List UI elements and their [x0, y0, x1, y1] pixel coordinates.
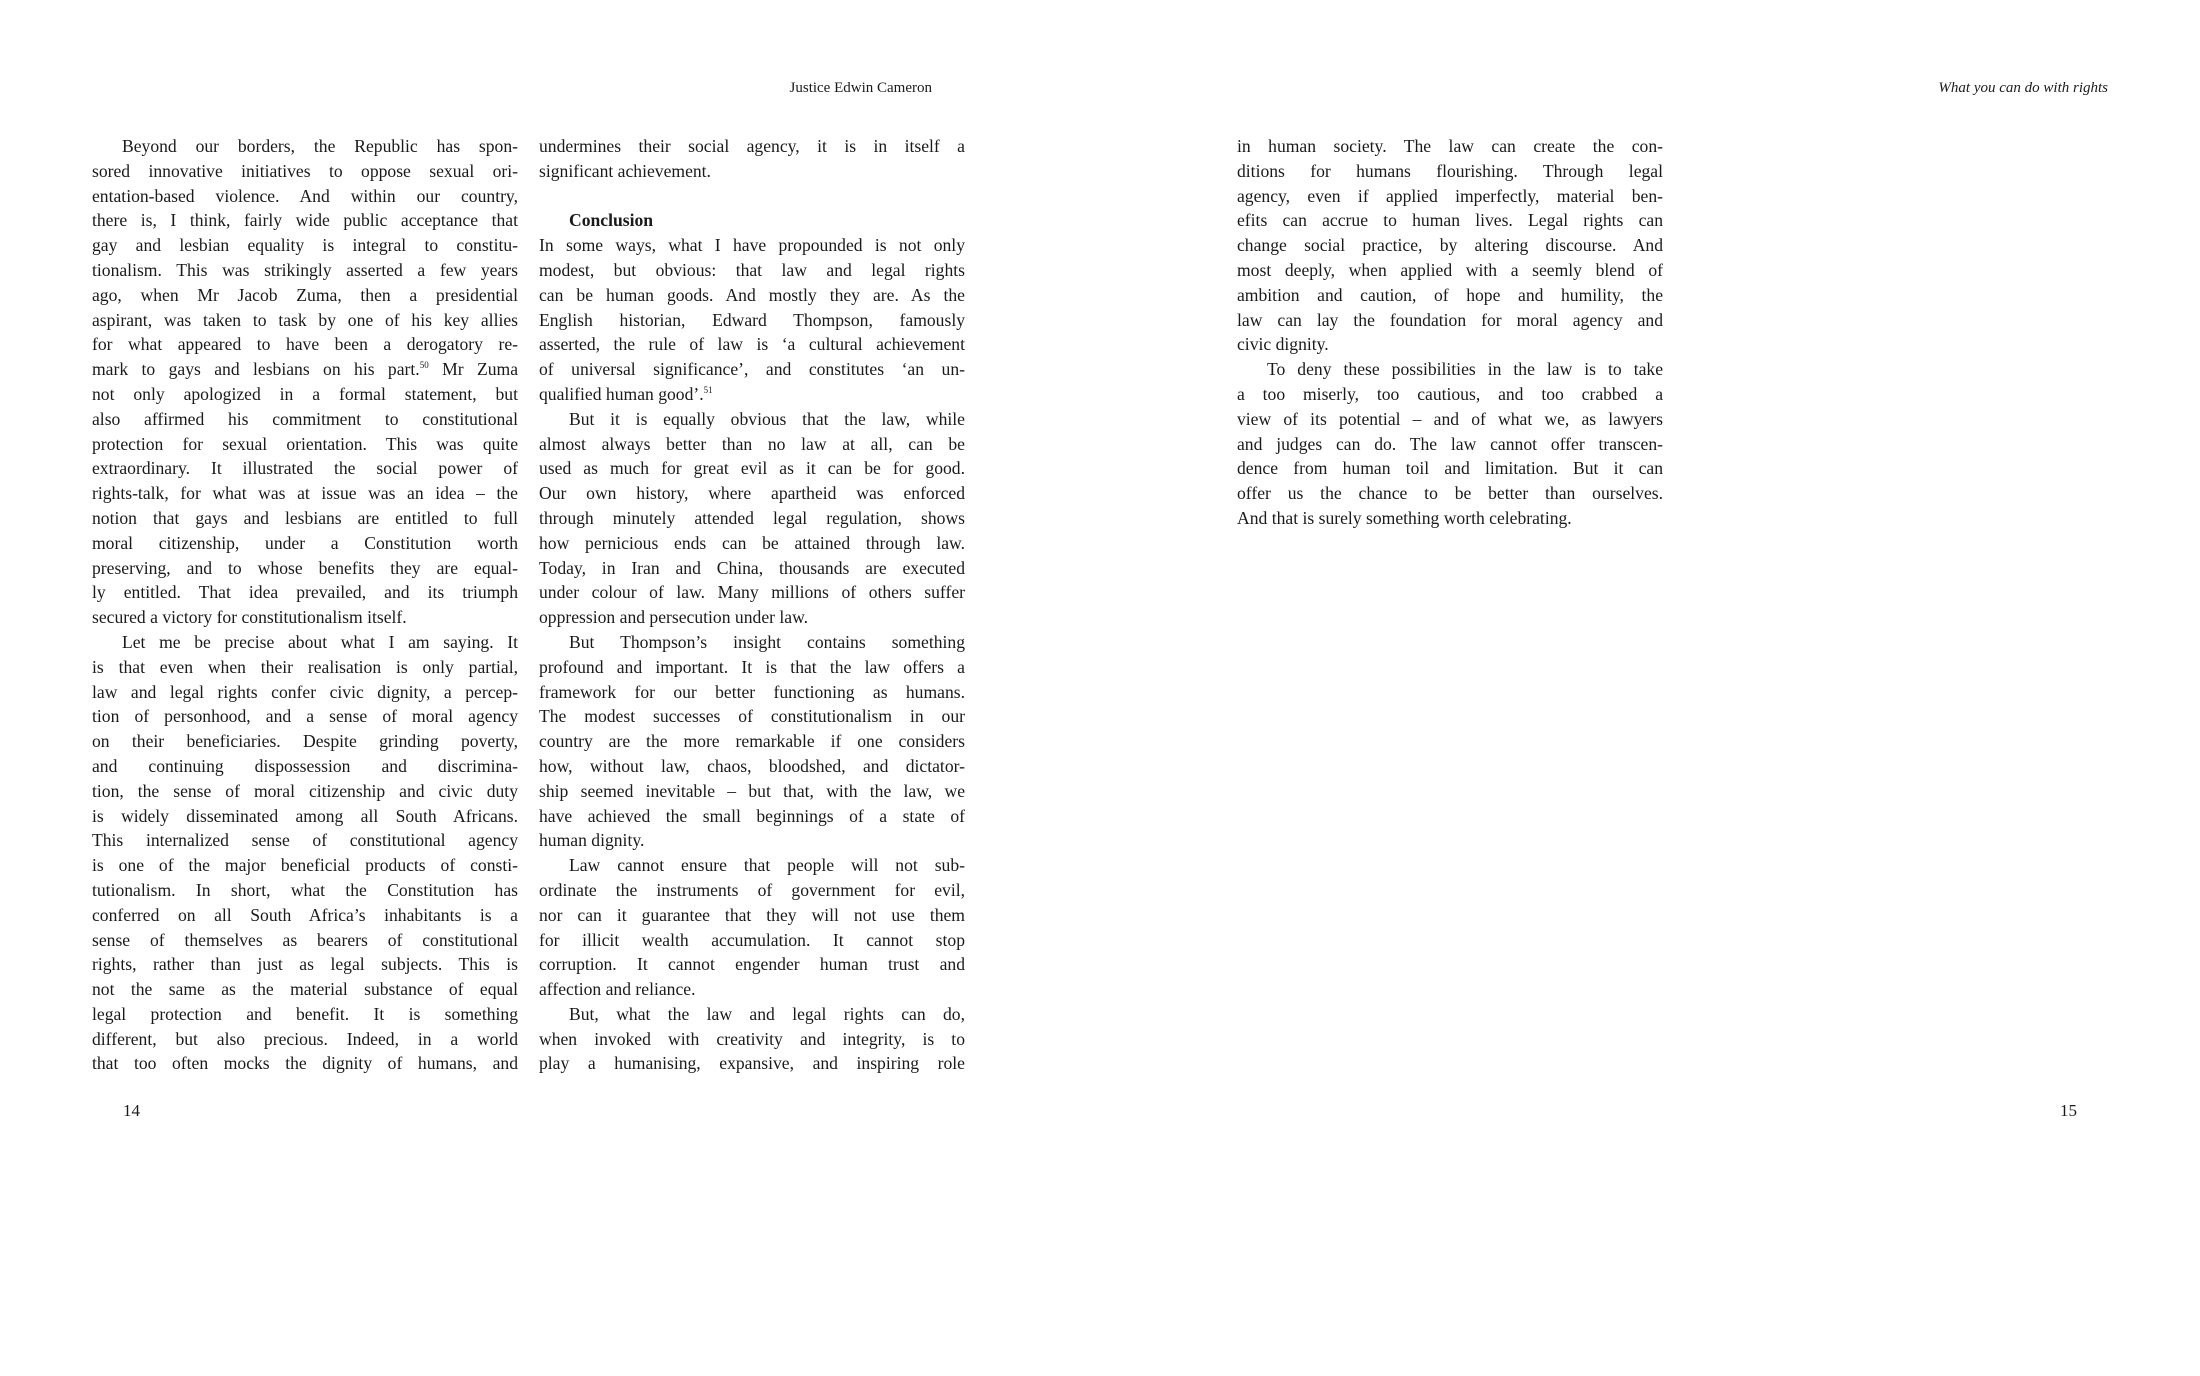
text-line: rights-talk, for what was at issue was an idea – the — [92, 483, 518, 504]
text-line: through minutely attended legal regulation, shows — [539, 507, 965, 528]
text-line: protection for sexual orientation. This was quite — [92, 433, 518, 454]
text-line: that too often mocks the dignity of humans, and — [92, 1053, 518, 1074]
text-line: nor can it guarantee that they will not use them — [539, 904, 965, 925]
text-line: The modest successes of constitutionalism in our — [539, 706, 965, 727]
text-line: offer us the chance to be better than ourselves. — [1237, 483, 1663, 504]
text-line: ordinate the instruments of government for evil, — [539, 879, 965, 900]
text-line — [92, 357, 518, 382]
footnote-ref: 50 — [419, 360, 429, 371]
text-line: on their beneficiaries. Despite grinding poverty, — [92, 731, 518, 752]
text-line: preserving, and to whose benefits they are equal- — [92, 557, 518, 578]
text-line: In some ways, what I have propounded is not only — [539, 235, 965, 256]
text-line: is widely disseminated among all South Africans. — [92, 805, 518, 826]
text-line: But it is equally obvious that the law, while — [569, 408, 965, 429]
text-line: change social practice, by altering discourse. And — [1237, 235, 1663, 256]
running-head-author: Justice Edwin Cameron — [789, 80, 932, 96]
text-line: To deny these possibilities in the law is to take — [1267, 359, 1663, 380]
text-line: notion that gays and lesbians are entitled to full — [92, 507, 518, 528]
text-line: under colour of law. Many millions of others suffer — [539, 582, 965, 603]
text-line: Let me be precise about what I am saying. It — [122, 631, 518, 652]
text-line: when invoked with creativity and integrity, is to — [539, 1028, 965, 1049]
text-line: in human society. The law can create the con- — [1237, 136, 1663, 156]
text-line: gay and lesbian equality is integral to constitu- — [92, 235, 518, 256]
text-line: sored innovative initiatives to oppose sexual ori- — [92, 160, 518, 181]
page-number-right: 15 — [2060, 1101, 2077, 1120]
text-line: affection and reliance. — [539, 979, 696, 1000]
text-line: secured a victory for constitutionalism itself. — [92, 607, 407, 628]
text-line: ditions for humans flourishing. Through legal — [1237, 160, 1663, 181]
text-line: rights, rather than just as legal subjects. This is — [92, 954, 518, 975]
text-line: almost always better than no law at all, can be — [539, 433, 965, 454]
text-line: how pernicious ends can be attained through law. — [539, 532, 965, 553]
text-line: for illicit wealth accumulation. It cannot stop — [539, 929, 965, 950]
text-line: And that is surely something worth celebrating. — [1237, 507, 1572, 528]
footnote-ref: 51 — [703, 385, 713, 396]
text-line: view of its potential – and of what we, as lawyers — [1237, 408, 1663, 429]
text-line: But Thompson’s insight contains something — [569, 631, 965, 652]
text-line: law and legal rights confer civic dignity, a percep- — [92, 681, 518, 702]
text-line: can be human goods. And mostly they are. As the — [539, 284, 965, 305]
text-line: tutionalism. In short, what the Constitution has — [92, 879, 518, 900]
text-line: tionalism. This was strikingly asserted a few years — [92, 259, 518, 280]
text-line: undermines their social agency, it is in itself a — [539, 136, 965, 156]
text-line: country are the more remarkable if one considers — [539, 731, 965, 752]
text-line: and continuing dispossession and discrimina- — [92, 755, 518, 776]
text-line: for what appeared to have been a derogatory re- — [92, 334, 518, 355]
text-line: of universal significance’, and constitutes ‘an un- — [539, 359, 965, 380]
text-line: a too miserly, too cautious, and too crabbed a — [1237, 383, 1663, 404]
text-line: ambition and caution, of hope and humility, the — [1237, 284, 1663, 305]
text-line: play a humanising, expansive, and inspiring role — [539, 1053, 965, 1074]
text-segment: qualified human good’. — [539, 383, 704, 404]
text-line: law can lay the foundation for moral agency and — [1237, 309, 1663, 330]
text-column-1 — [92, 134, 518, 1076]
text-line: oppression and persecution under law. — [539, 607, 809, 628]
text-line: tion, the sense of moral citizenship and civic duty — [92, 780, 518, 801]
text-line: Law cannot ensure that people will not sub- — [569, 855, 965, 876]
text-line: modest, but obvious: that law and legal rights — [539, 259, 965, 280]
text-line: human dignity. — [539, 830, 645, 851]
text-line: English historian, Edward Thompson, famously — [539, 309, 965, 330]
text-segment: Mr Zuma — [428, 359, 518, 380]
running-head-title: What you can do with rights — [1938, 80, 2108, 96]
page-number-left: 14 — [123, 1101, 140, 1120]
text-line: legal protection and benefit. It is something — [92, 1003, 518, 1024]
text-line: there is, I think, fairly wide public acceptance that — [92, 210, 518, 231]
text-line: civic dignity. — [1237, 334, 1329, 355]
text-line: Beyond our borders, the Republic has spon- — [122, 136, 518, 156]
text-line: dence from human toil and limitation. But it can — [1237, 458, 1663, 479]
text-line: framework for our better functioning as humans. — [539, 681, 965, 702]
paragraph-gap — [539, 184, 965, 209]
text-line: aspirant, was taken to task by one of his key allies — [92, 309, 518, 330]
text-line: This internalized sense of constitutional agency — [92, 830, 518, 851]
text-line: is one of the major beneficial products of consti- — [92, 855, 518, 876]
text-line: not only apologized in a formal statement, but — [92, 383, 518, 404]
text-line: ship seemed inevitable – but that, with the law, we — [539, 780, 965, 801]
text-line: how, without law, chaos, bloodshed, and dictator- — [539, 755, 965, 776]
text-line: not the same as the material substance of equal — [92, 979, 518, 1000]
text-line: sense of themselves as bearers of constitutional — [92, 929, 518, 950]
text-line: extraordinary. It illustrated the social power of — [92, 458, 518, 479]
text-column-3 — [1237, 134, 1663, 531]
text-line: most deeply, when applied with a seemly blend of — [1237, 259, 1663, 280]
text-line: is that even when their realisation is only partial, — [92, 656, 518, 677]
text-line: used as much for great evil as it can be for good. — [539, 458, 965, 479]
text-line: Today, in Iran and China, thousands are executed — [539, 557, 965, 578]
text-line: significant achievement. — [539, 160, 711, 181]
text-line — [539, 382, 965, 407]
text-line: moral citizenship, under a Constitution worth — [92, 532, 518, 553]
text-line: profound and important. It is that the law offers a — [539, 656, 965, 677]
text-line: tion of personhood, and a sense of moral agency — [92, 706, 518, 727]
text-line: But, what the law and legal rights can do, — [569, 1003, 965, 1024]
text-line: also affirmed his commitment to constitutional — [92, 408, 518, 429]
text-line: corruption. It cannot engender human trust and — [539, 954, 965, 975]
text-line: different, but also precious. Indeed, in a world — [92, 1028, 518, 1049]
text-line: asserted, the rule of law is ‘a cultural achievement — [539, 334, 965, 355]
text-line: and judges can do. The law cannot offer transcen- — [1237, 433, 1663, 454]
text-segment: mark to gays and lesbians on his part. — [92, 359, 420, 380]
text-column-2 — [539, 134, 965, 1076]
text-line: efits can accrue to human lives. Legal rights can — [1237, 210, 1663, 231]
text-line: entation-based violence. And within our country, — [92, 185, 518, 206]
text-line: agency, even if applied imperfectly, material ben- — [1237, 185, 1663, 206]
text-line: have achieved the small beginnings of a state of — [539, 805, 965, 826]
section-heading: Conclusion — [569, 210, 654, 231]
text-line: conferred on all South Africa’s inhabitants is a — [92, 904, 518, 925]
text-line: ago, when Mr Jacob Zuma, then a presidential — [92, 284, 518, 305]
text-line: ly entitled. That idea prevailed, and its triumph — [92, 582, 518, 603]
text-line: Our own history, where apartheid was enforced — [539, 483, 965, 504]
